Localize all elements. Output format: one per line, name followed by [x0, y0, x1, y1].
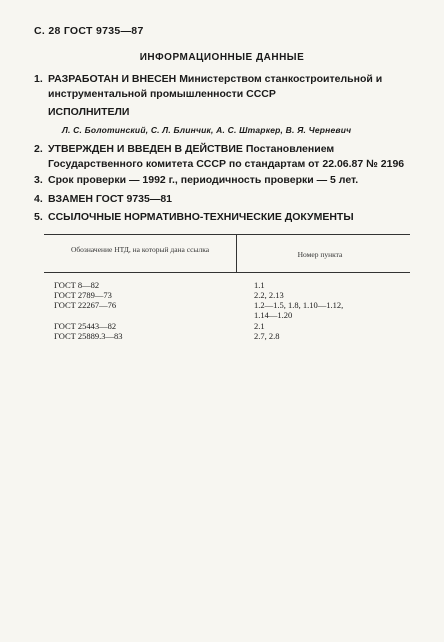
- table-header-doc: Обозначение НТД, на который дана ссылка: [70, 245, 210, 254]
- executors-label: ИСПОЛНИТЕЛИ: [48, 106, 130, 118]
- item-lead: РАЗРАБОТАН И ВНЕСЕН: [48, 73, 177, 85]
- table-row-ref: 2.1: [254, 321, 265, 331]
- table-row-ref: 1.2—1.5, 1.8, 1.10—1.12,: [254, 300, 344, 310]
- table-row-ref: 1.1: [254, 280, 265, 290]
- item-number: 4.: [34, 193, 43, 205]
- item-number: 3.: [34, 174, 43, 186]
- table-row-ref: 2.7, 2.8: [254, 331, 280, 341]
- table-header-rule: [44, 272, 410, 273]
- page-header: С. 28 ГОСТ 9735—87: [34, 25, 144, 37]
- authors-list: Л. С. Болотинский, С. Л. Блинчик, А. С. Штаркер, В. Я. Черневич: [62, 125, 352, 135]
- item-number: 2.: [34, 143, 43, 155]
- table-row-ref: 1.14—1.20: [254, 310, 293, 320]
- item-text: Постановлением Государственного комитета СССР по стандартам от 22.06.87 № 2196: [48, 143, 405, 170]
- table-row-doc: ГОСТ 2789—73: [54, 290, 112, 300]
- table-column-separator: [236, 234, 237, 272]
- item-text: — 1992 г., периодичность проверки — 5 лет.: [128, 174, 359, 186]
- item-lead: ССЫЛОЧНЫЕ НОРМАТИВНО-ТЕХНИЧЕСКИЕ ДОКУМЕНТЫ: [48, 211, 354, 223]
- table-row-doc: ГОСТ 22267—76: [54, 300, 117, 310]
- table-row-doc: ГОСТ 25889.3—83: [54, 331, 123, 341]
- table-row-ref: 2.2, 2.13: [254, 290, 284, 300]
- item-text: Министерством станкостроительной и инструментальной промышленности СССР: [48, 73, 383, 100]
- item-number: 5.: [34, 211, 43, 223]
- item-lead: Срок проверки: [48, 174, 127, 186]
- table-header-ref: Номер пункта: [297, 250, 343, 259]
- item-number: 1.: [34, 73, 43, 85]
- table-top-rule: [44, 234, 410, 235]
- info-item-3: [34, 173, 420, 188]
- info-item-2: [34, 142, 420, 172]
- info-item-1: [34, 72, 420, 102]
- info-item-4: [34, 192, 420, 207]
- item-lead: УТВЕРЖДЕН И ВВЕДЕН В ДЕЙСТВИЕ: [48, 143, 243, 155]
- item-lead: ВЗАМЕН ГОСТ 9735—81: [48, 193, 173, 205]
- section-title: ИНФОРМАЦИОННЫЕ ДАННЫЕ: [139, 52, 305, 63]
- table-row-doc: ГОСТ 25443—82: [54, 321, 117, 331]
- table-row-doc: ГОСТ 8—82: [54, 280, 100, 290]
- info-item-5: [34, 210, 420, 225]
